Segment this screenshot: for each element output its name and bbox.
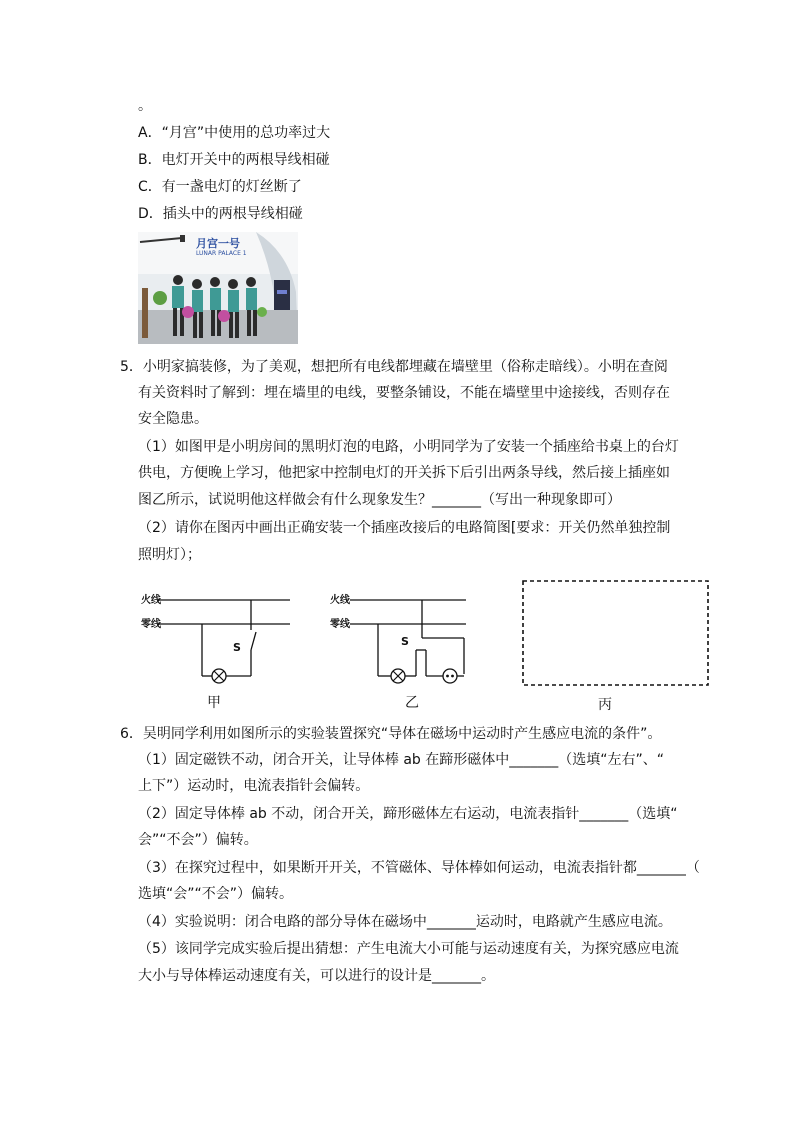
q6-line-5: 会”“不会”）偏转。 bbox=[138, 832, 258, 848]
q5-line-3: 安全隐患。 bbox=[138, 411, 208, 427]
q4-option-d: D．插头中的两根导线相碰 bbox=[138, 206, 303, 222]
photo-sign: 月宫一号 bbox=[196, 237, 240, 250]
lunar-palace-photo bbox=[138, 232, 298, 344]
jia-switch-label: S bbox=[233, 641, 241, 654]
circuit-figure-jia bbox=[140, 588, 300, 684]
q5-line-8: 照明灯）； bbox=[138, 547, 201, 563]
fig-bing-caption: 丙 bbox=[598, 697, 612, 713]
q5-line-2: 有关资料时了解到：埋在墙里的电线，要整条铺设，不能在墙壁里中途接线，否则存在 bbox=[138, 385, 670, 401]
yi-neutral-label: 零线 bbox=[330, 619, 350, 630]
q4-option-b: B．电灯开关中的两根导线相碰 bbox=[138, 152, 330, 168]
q6-line-2: （1）固定磁铁不动，闭合开关，让导体棒 ab 在蹄形磁体中_______（选填“左右”、“ bbox=[138, 752, 665, 768]
q5-line-7: （2）请你在图丙中画出正确安装一个插座改接后的电路简图[要求：开关仍然单独控制 bbox=[138, 520, 671, 536]
q6-line-10: 大小与导体棒运动速度有关，可以进行的设计是_______。 bbox=[138, 968, 495, 984]
q6-line-4: （2）固定导体棒 ab 不动，闭合开关，蹄形磁体左右运动，电流表指针_______（选填“ bbox=[138, 806, 678, 822]
q5-line-6: 图乙所示，试说明他这样做会有什么现象发生？_______（写出一种现象即可） bbox=[138, 492, 621, 508]
q6-line-6: （3）在探究过程中，如果断开开关，不管磁体、导体棒如何运动，电流表指针都_______（ bbox=[138, 860, 700, 876]
yi-switch-label: S bbox=[401, 635, 409, 648]
q5-line-1: 5．小明家搞装修，为了美观，想把所有电线都埋藏在墙壁里（俗称走暗线）。小明在查阅 bbox=[120, 359, 668, 375]
jia-live-label: 火线 bbox=[141, 595, 161, 606]
q6-line-1: 6．吴明同学利用如图所示的实验装置探究“导体在磁场中运动时产生感应电流的条件”。 bbox=[120, 726, 662, 742]
q6-line-3: 上下”）运动时，电流表指针会偏转。 bbox=[138, 778, 370, 794]
fig-yi-caption: 乙 bbox=[405, 695, 419, 711]
q6-line-8: （4）实验说明：闭合电路的部分导体在磁场中_______运动时，电路就产生感应电流。 bbox=[138, 914, 672, 930]
photo-sign-sub: LUNAR PALACE 1 bbox=[196, 250, 247, 257]
q5-line-4: （1）如图甲是小明房间的黑明灯泡的电路，小明同学为了安装一个插座给书桌上的台灯 bbox=[138, 439, 679, 455]
fig-jia-caption: 甲 bbox=[207, 695, 221, 711]
jia-neutral-label: 零线 bbox=[141, 619, 161, 630]
q4-option-a: A．“月宫”中使用的总功率过大 bbox=[138, 125, 331, 141]
yi-live-label: 火线 bbox=[330, 595, 350, 606]
q4-tail: 。 bbox=[138, 98, 152, 114]
q6-line-9: （5）该同学完成实验后提出猜想：产生电流大小可能与运动速度有关，为探究感应电流 bbox=[138, 941, 679, 957]
q5-line-5: 供电，方便晚上学习，他把家中控制电灯的开关拆下后引出两条导线，然后接上插座如 bbox=[138, 465, 670, 481]
figure-bing-answer-box bbox=[520, 578, 712, 688]
q6-line-7: 选填“会”“不会”）偏转。 bbox=[138, 886, 294, 902]
q4-option-c: C．有一盏电灯的灯丝断了 bbox=[138, 179, 302, 195]
